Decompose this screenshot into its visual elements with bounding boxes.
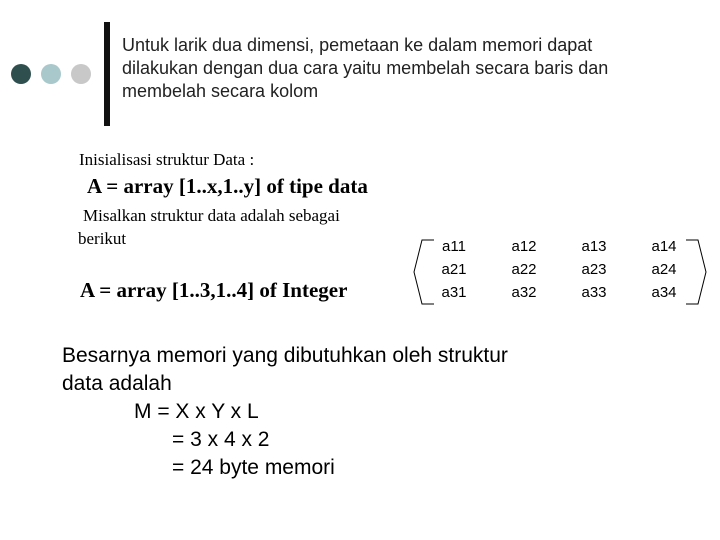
memory-substitution: = 3 x 4 x 2 <box>172 428 270 451</box>
matrix-cell: a32 <box>511 284 537 301</box>
matrix-cell: a34 <box>651 284 677 301</box>
matrix-cell: a11 <box>442 238 466 255</box>
matrix-cell: a13 <box>581 238 607 255</box>
matrix-cell: a24 <box>651 261 677 278</box>
memory-line-1: Besarnya memori yang dibutuhkan oleh struktur <box>62 344 508 367</box>
matrix-cell: a21 <box>441 261 467 278</box>
title-divider-bar <box>104 22 110 126</box>
matrix-cell: a33 <box>581 284 607 301</box>
example-text <box>78 204 418 250</box>
array-declaration-example: A = array [1..3,1..4] of Integer <box>80 278 348 302</box>
matrix-cell: a23 <box>581 261 607 278</box>
init-label: Inisialisasi struktur Data : <box>79 150 255 169</box>
intro-paragraph <box>122 34 682 103</box>
dot-dark <box>11 64 31 84</box>
decorative-dots <box>11 64 95 86</box>
dot-teal <box>41 64 61 84</box>
intro-line-3: membelah secara kolom <box>122 81 319 101</box>
matrix <box>412 236 712 316</box>
matrix-cell: a22 <box>511 261 537 278</box>
array-declaration: A = array [1..x,1..y] of tipe data <box>87 174 368 198</box>
dot-gray <box>71 64 91 84</box>
intro-line-2: dilakukan dengan dua cara yaitu membelah secara baris dan <box>122 58 609 78</box>
example-line-2: berikut <box>78 229 127 248</box>
memory-result: = 24 byte memori <box>172 456 335 479</box>
matrix-cell: a14 <box>651 238 677 255</box>
matrix-cell: a12 <box>511 238 537 255</box>
memory-line-2: data adalah <box>62 372 172 395</box>
memory-formula: M = X x Y x L <box>134 400 259 423</box>
matrix-cell: a31 <box>441 284 467 301</box>
example-line-1: Misalkan struktur data adalah sebagai <box>83 206 340 225</box>
intro-line-1: Untuk larik dua dimensi, pemetaan ke dalam memori dapat <box>122 35 593 55</box>
memory-calculation <box>62 342 622 482</box>
